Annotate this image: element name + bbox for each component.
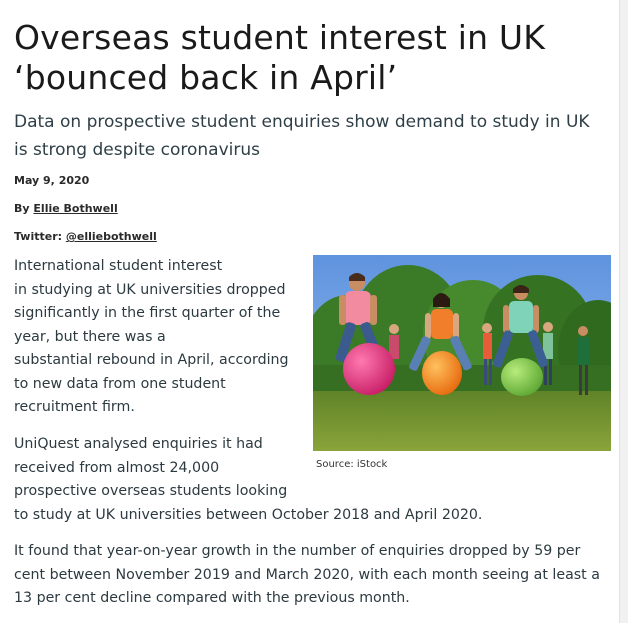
body-line: International student interest [14, 258, 223, 274]
body-paragraph-2-continued [14, 504, 614, 528]
twitter-handle-link[interactable]: @elliebothwell [65, 230, 157, 243]
headline-line-1: Overseas student interest in UK [14, 18, 546, 57]
body-line: It found that year-on-year growth in the number of enquiries dropped by 59 per [14, 543, 581, 559]
body-line: to new data from one student [14, 375, 226, 392]
body-line: significantly in the first quarter of the [14, 305, 281, 321]
body-line: to study at UK universities between October 2018 and April 2020. [14, 507, 483, 523]
twitter-prefix: Twitter: [14, 230, 63, 243]
body-line: 13 per cent decline compared with the previous month. [14, 590, 410, 606]
space-hopper-photo [313, 255, 611, 451]
photo-caption: Source: iStock [316, 459, 388, 470]
body-paragraph-1 [14, 255, 296, 420]
body-line: received from almost 24,000 [14, 459, 220, 476]
body-paragraph-3 [14, 540, 612, 611]
body-line: year, but there was a [14, 328, 166, 345]
body-line: substantial rebound in April, according [14, 352, 289, 368]
article-standfirst: Data on prospective student enquiries show demand to study in UK is strong despite coronavirus [14, 112, 590, 160]
byline-prefix: By [14, 202, 30, 215]
body-line: cent between November 2019 and March 2020, with each month seeing at least a [14, 566, 600, 583]
article-headline [14, 18, 614, 98]
body-line: prospective overseas students looking [14, 483, 288, 499]
article-twitter [14, 230, 157, 243]
body-paragraph-2 [14, 433, 296, 504]
author-link[interactable]: Ellie Bothwell [33, 202, 118, 215]
article-date: May 9, 2020 [14, 174, 90, 187]
article-photo [313, 255, 611, 451]
headline-line-2: ‘bounced back in April’ [14, 58, 398, 97]
body-line: in studying at UK universities dropped [14, 281, 286, 298]
article-byline [14, 202, 118, 215]
body-line: recruitment firm. [14, 399, 135, 415]
body-line: UniQuest analysed enquiries it had [14, 436, 263, 452]
